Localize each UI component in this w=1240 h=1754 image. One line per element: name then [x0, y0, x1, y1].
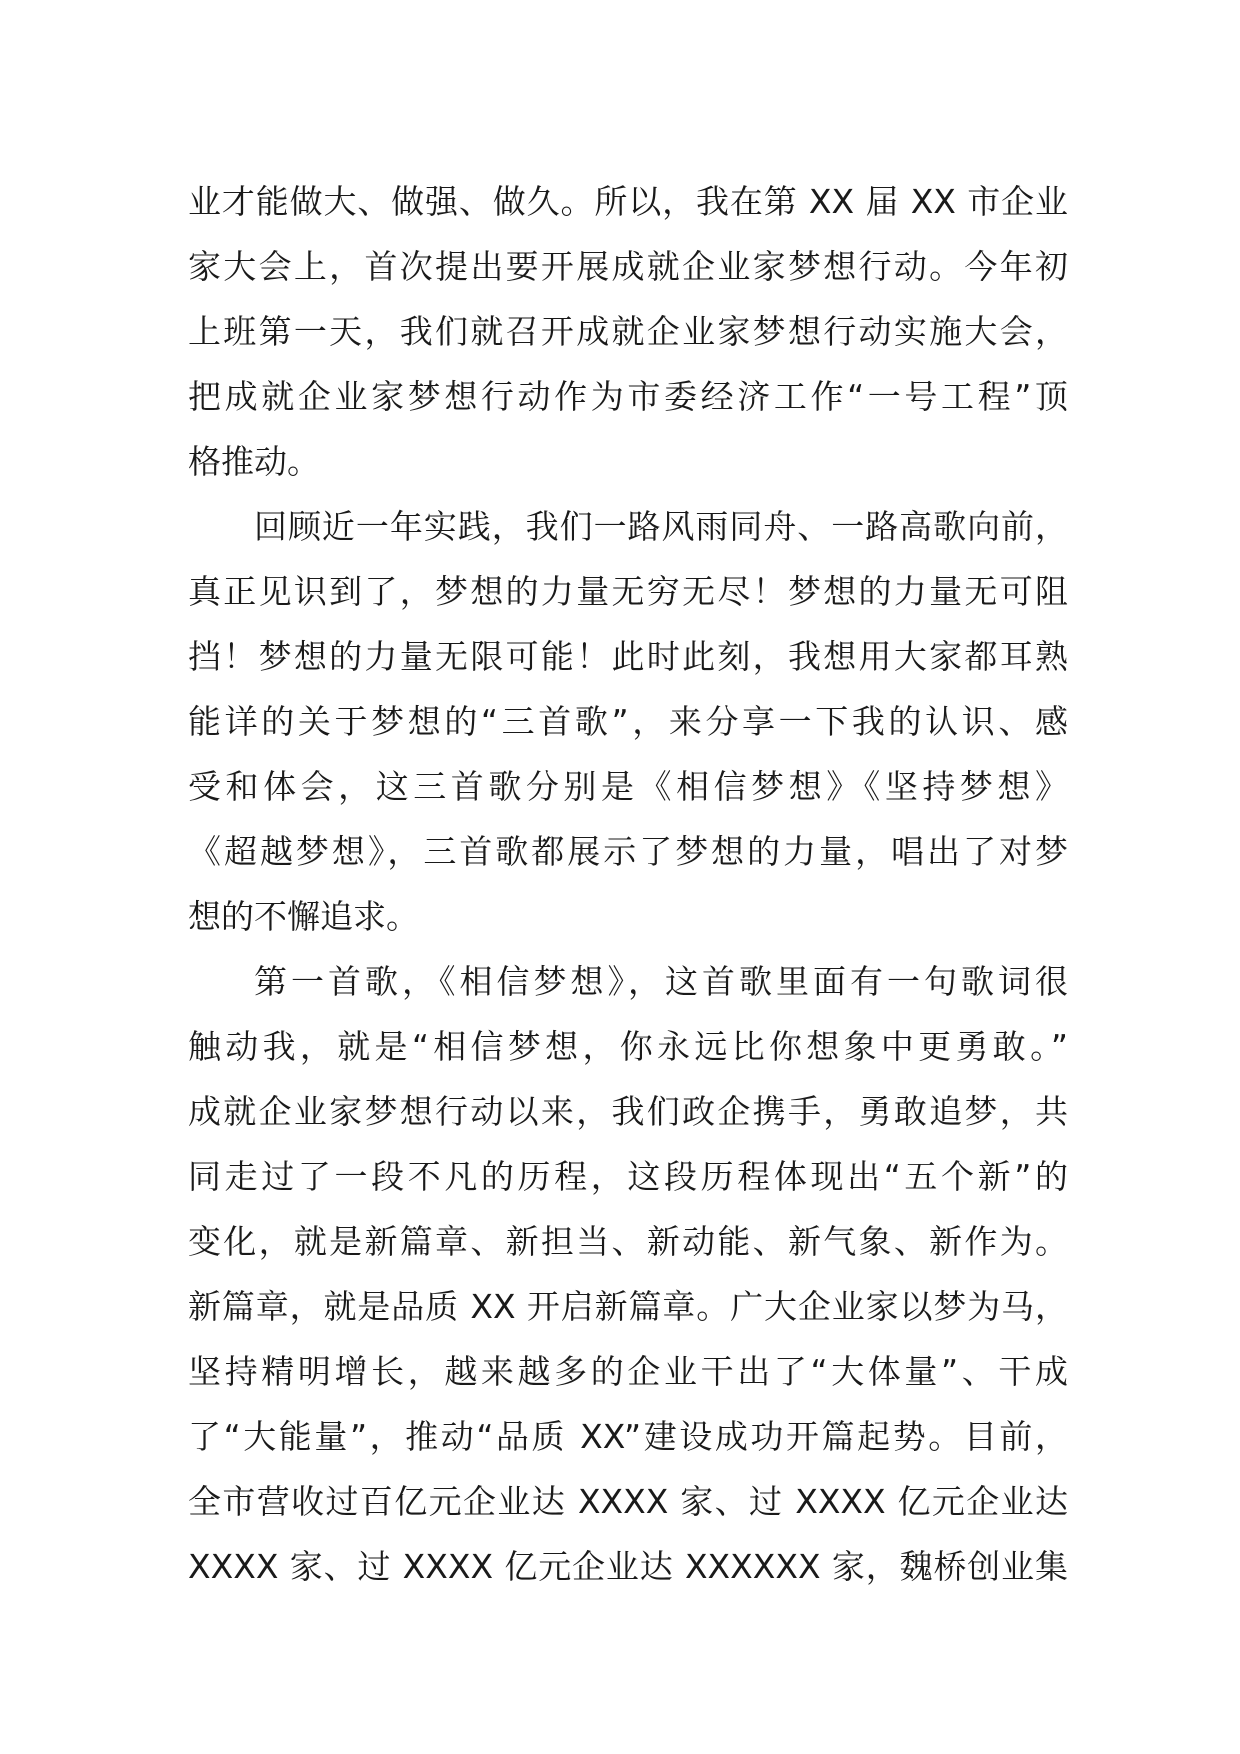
- text-line: 触动我，就是“相信梦想，你永远比你想象中更勇敢。”: [188, 1027, 1068, 1066]
- text-line: 成就企业家梦想行动以来，我们政企携手，勇敢追梦，共: [188, 1092, 1068, 1131]
- text-line: 把成就企业家梦想行动作为市委经济工作“一号工程”顶: [188, 377, 1068, 416]
- text-line: 格推动。: [188, 442, 320, 481]
- text-line: 回顾近一年实践，我们一路风雨同舟、一路高歌向前，: [254, 507, 1068, 546]
- text-line: 了“大能量”，推动“品质 XX”建设成功开篇起势。目前，: [188, 1417, 1068, 1456]
- text-line: 同走过了一段不凡的历程，这段历程体现出“五个新”的: [188, 1157, 1068, 1196]
- text-line: 家大会上，首次提出要开展成就企业家梦想行动。今年初: [188, 247, 1068, 286]
- text-line: 真正见识到了，梦想的力量无穷无尽！梦想的力量无可阻: [188, 572, 1068, 611]
- text-line: 业才能做大、做强、做久。所以，我在第 XX 届 XX 市企业: [188, 182, 1068, 221]
- text-line: 坚持精明增长，越来越多的企业干出了“大体量”、干成: [188, 1352, 1068, 1391]
- text-line: 《超越梦想》，三首歌都展示了梦想的力量，唱出了对梦: [188, 832, 1068, 871]
- text-line: 全市营收过百亿元企业达 XXXX 家、过 XXXX 亿元企业达: [188, 1482, 1068, 1521]
- text-line: 变化，就是新篇章、新担当、新动能、新气象、新作为。: [188, 1222, 1068, 1261]
- text-line: 挡！梦想的力量无限可能！此时此刻，我想用大家都耳熟: [188, 637, 1068, 676]
- text-line: XXXX 家、过 XXXX 亿元企业达 XXXXXX 家，魏桥创业集: [188, 1547, 1068, 1586]
- text-line: 新篇章，就是品质 XX 开启新篇章。广大企业家以梦为马，: [188, 1287, 1068, 1326]
- text-line: 第一首歌，《相信梦想》，这首歌里面有一句歌词很: [254, 962, 1068, 1001]
- text-line: 上班第一天，我们就召开成就企业家梦想行动实施大会，: [188, 312, 1068, 351]
- body-text: [188, 169, 1068, 1599]
- text-line: 能详的关于梦想的“三首歌”，来分享一下我的认识、感: [188, 702, 1068, 741]
- text-line: 受和体会，这三首歌分别是《相信梦想》《坚持梦想》: [188, 767, 1068, 806]
- text-line: 想的不懈追求。: [188, 897, 419, 936]
